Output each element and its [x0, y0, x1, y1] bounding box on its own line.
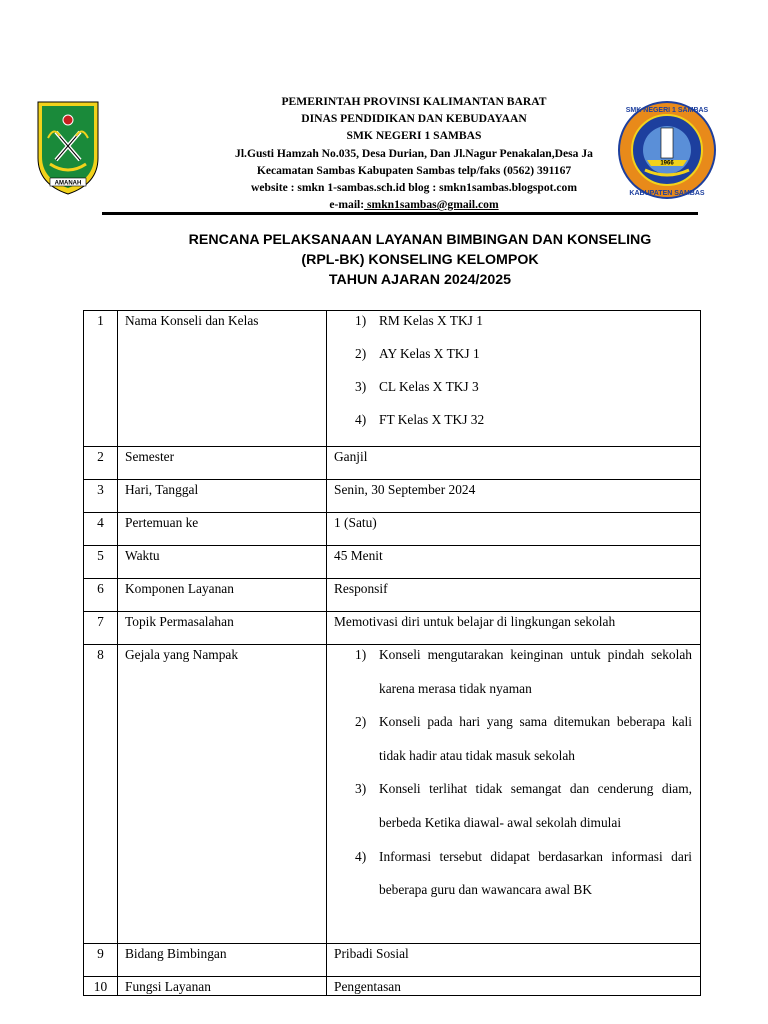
email-line [150, 196, 678, 213]
row-number: 7 [84, 612, 118, 645]
list-item: 3) CL Kelas X TKJ 3 [355, 379, 479, 394]
konseli-list-cell [327, 311, 701, 447]
row-number: 5 [84, 546, 118, 579]
row-number: 9 [84, 944, 118, 977]
gejala-list-cell [327, 645, 701, 944]
row-value: Pengentasan [327, 977, 701, 996]
letterhead-line: Jl.Gusti Hamzah No.035, Desa Durian, Dan Jl.Nagur Penakalan,Desa Ja [235, 146, 593, 160]
row-label: Komponen Layanan [118, 579, 327, 612]
row-number: 4 [84, 513, 118, 546]
list-item: 4) FT Kelas X TKJ 32 [355, 412, 485, 427]
konseli-list [355, 304, 692, 436]
title-line-1: RENCANA PELAKSANAAN LAYANAN BIMBINGAN DAN KONSELING [188, 232, 652, 248]
row-number: 10 [84, 977, 118, 996]
title-line-3: TAHUN AJARAN 2024/2025 [328, 272, 512, 288]
row-label: Semester [118, 447, 327, 480]
row-label: Bidang Bimbingan [118, 944, 327, 977]
row-number: 1 [84, 311, 118, 447]
row-label: Gejala yang Nampak [118, 645, 327, 944]
gejala-list [355, 638, 692, 907]
table-row [84, 944, 701, 977]
row-number: 2 [84, 447, 118, 480]
row-value: Pribadi Sosial [327, 944, 701, 977]
table-row [84, 546, 701, 579]
title-line-2: (RPL-BK) KONSELING KELOMPOK [301, 252, 539, 268]
table-row [84, 311, 701, 447]
letterhead [150, 93, 678, 213]
svg-text:1966: 1966 [660, 160, 674, 167]
svg-text:KABUPATEN SAMBAS: KABUPATEN SAMBAS [629, 190, 705, 197]
email-link[interactable]: smkn1sambas@gmail.com [364, 198, 499, 212]
row-label: Pertemuan ke [118, 513, 327, 546]
email-prefix: e-mail: [329, 198, 365, 212]
table-row [84, 579, 701, 612]
row-label: Hari, Tanggal [118, 480, 327, 513]
table-row [84, 513, 701, 546]
kalbar-emblem-logo [34, 98, 102, 196]
table-row [84, 447, 701, 480]
list-item: 3) Konseli terlihat tidak semangat dan cenderung diam, berbeda Ketika diawal- awal sekolah dimulai [355, 781, 692, 830]
list-item: 1) Konseli mengutarakan keinginan untuk pindah sekolah karena merasa tidak nyaman [355, 647, 692, 696]
row-value: 1 (Satu) [327, 513, 701, 546]
row-value: Ganjil [327, 447, 701, 480]
rpl-table [83, 310, 701, 996]
row-label: Fungsi Layanan [118, 977, 327, 996]
letterhead-line: SMK NEGERI 1 SAMBAS [346, 129, 482, 143]
letterhead-line: DINAS PENDIDIKAN DAN KEBUDAYAAN [301, 112, 527, 126]
letterhead-line: Kecamatan Sambas Kabupaten Sambas telp/faks (0562) 391167 [256, 163, 572, 177]
letterhead-line: PEMERINTAH PROVINSI KALIMANTAN BARAT [281, 95, 547, 108]
row-value: Senin, 30 September 2024 [327, 480, 701, 513]
table-row [84, 480, 701, 513]
svg-text:SMK NEGERI 1 SAMBAS: SMK NEGERI 1 SAMBAS [625, 107, 709, 114]
list-item: 4) Informasi tersebut didapat berdasarkan informasi dari beberapa guru dan wawancara awal BK [355, 848, 692, 898]
row-number: 3 [84, 480, 118, 513]
table-row [84, 645, 701, 944]
row-value: Memotivasi diri untuk belajar di lingkungan sekolah [327, 612, 701, 645]
row-number: 6 [84, 579, 118, 612]
svg-text:AMANAH: AMANAH [54, 180, 82, 187]
row-value: Responsif [327, 579, 701, 612]
list-item: 1) RM Kelas X TKJ 1 [355, 313, 483, 328]
row-number: 8 [84, 645, 118, 944]
table-row [84, 977, 701, 996]
row-label: Topik Permasalahan [118, 612, 327, 645]
row-label: Waktu [118, 546, 327, 579]
row-label: Nama Konseli dan Kelas [118, 311, 327, 447]
letterhead-line: website : smkn 1-sambas.sch.id blog : smkn1sambas.blogspot.com [251, 181, 577, 195]
list-item: 2) Konseli pada hari yang sama ditemukan beberapa kali tidak hadir atau tidak masuk sekolah [355, 714, 692, 763]
letterhead-divider [102, 212, 698, 215]
row-value: 45 Menit [327, 546, 701, 579]
list-item: 2) AY Kelas X TKJ 1 [355, 346, 480, 361]
document-title [110, 230, 730, 290]
